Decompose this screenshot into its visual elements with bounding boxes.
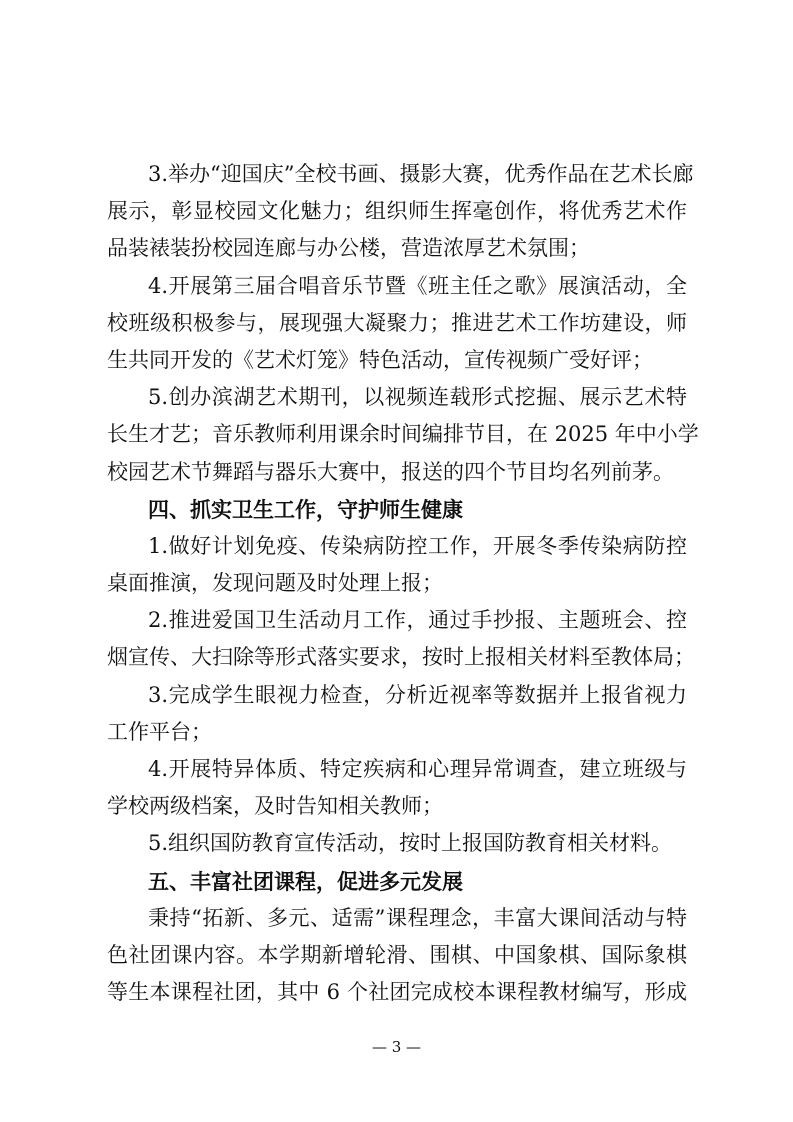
paragraph — [107, 825, 687, 862]
text-line: 3.完成学生眼视力检查，分析近视率等数据并上报省视力 — [148, 682, 687, 707]
text-line: 烟宣传、大扫除等形式落实要求，按时上报相关材料至教体局； — [107, 645, 695, 670]
text-line: 校园艺术节舞蹈与器乐大赛中，报送的四个节目均名列前茅。 — [107, 459, 674, 484]
text-line: 桌面推演，发现问题及时处理上报； — [107, 571, 443, 596]
text-line: 2.推进爱国卫生活动月工作，通过手抄报、主题班会、控 — [148, 608, 687, 633]
section-heading — [107, 491, 687, 528]
paragraph — [107, 379, 699, 491]
text-line: 4.开展第三届合唱音乐节暨《班主任之歌》展演活动，全 — [148, 273, 687, 298]
text-line: 5.创办滨湖艺术期刊，以视频连载形式挖掘、展示艺术特 — [148, 385, 687, 410]
text-line: 品装裱装扮校园连廊与办公楼，营造浓厚艺术氛围； — [107, 236, 590, 261]
paragraph — [107, 602, 695, 676]
text-line: 等生本课程社团，其中 6 个社团完成校本课程教材编写，形成 — [107, 980, 687, 1005]
paragraph — [107, 156, 694, 268]
document-body — [107, 156, 699, 1011]
paragraph — [107, 751, 687, 825]
text-line: 学校两级档案，及时告知相关教师； — [107, 794, 443, 819]
text-line: 秉持“拓新、多元、适需”课程理念，丰富大课间活动与特 — [148, 905, 687, 930]
text-line: 展示，彰显校园文化魅力；组织师生挥毫创作，将优秀艺术作 — [107, 199, 687, 224]
page-number: — 3 — — [371, 1038, 422, 1056]
section-heading — [107, 863, 687, 900]
text-line: 长生才艺；音乐教师利用课余时间编排节目，在 2025 年中小学 — [107, 422, 699, 447]
text-line: 3.举办“迎国庆”全校书画、摄影大赛，优秀作品在艺术长廊 — [148, 162, 694, 186]
text-line: 5.组织国防教育宣传活动，按时上报国防教育相关材料。 — [148, 831, 673, 856]
text-line: 1.做好计划免疫、传染病防控工作，开展冬季传染病防控 — [148, 533, 687, 558]
text-line: 五、丰富社团课程，促进多元发展 — [148, 868, 463, 894]
paragraph — [107, 900, 687, 1012]
paragraph — [107, 528, 687, 602]
text-line: 色社团课内容。本学期新增轮滑、围棋、中国象棋、国际象棋 — [107, 942, 687, 967]
paragraph — [107, 268, 687, 380]
text-line: 四、抓实卫生工作，守护师生健康 — [148, 496, 463, 522]
text-line: 生共同开发的《艺术灯笼》特色活动，宣传视频广受好评； — [107, 347, 653, 372]
text-line: 校班级积极参与，展现强大凝聚力；推进艺术工作坊建设，师 — [107, 310, 687, 335]
text-line: 4.开展特异体质、特定疾病和心理异常调查，建立班级与 — [148, 757, 687, 781]
text-line: 工作平台； — [107, 719, 212, 744]
paragraph — [107, 677, 687, 751]
